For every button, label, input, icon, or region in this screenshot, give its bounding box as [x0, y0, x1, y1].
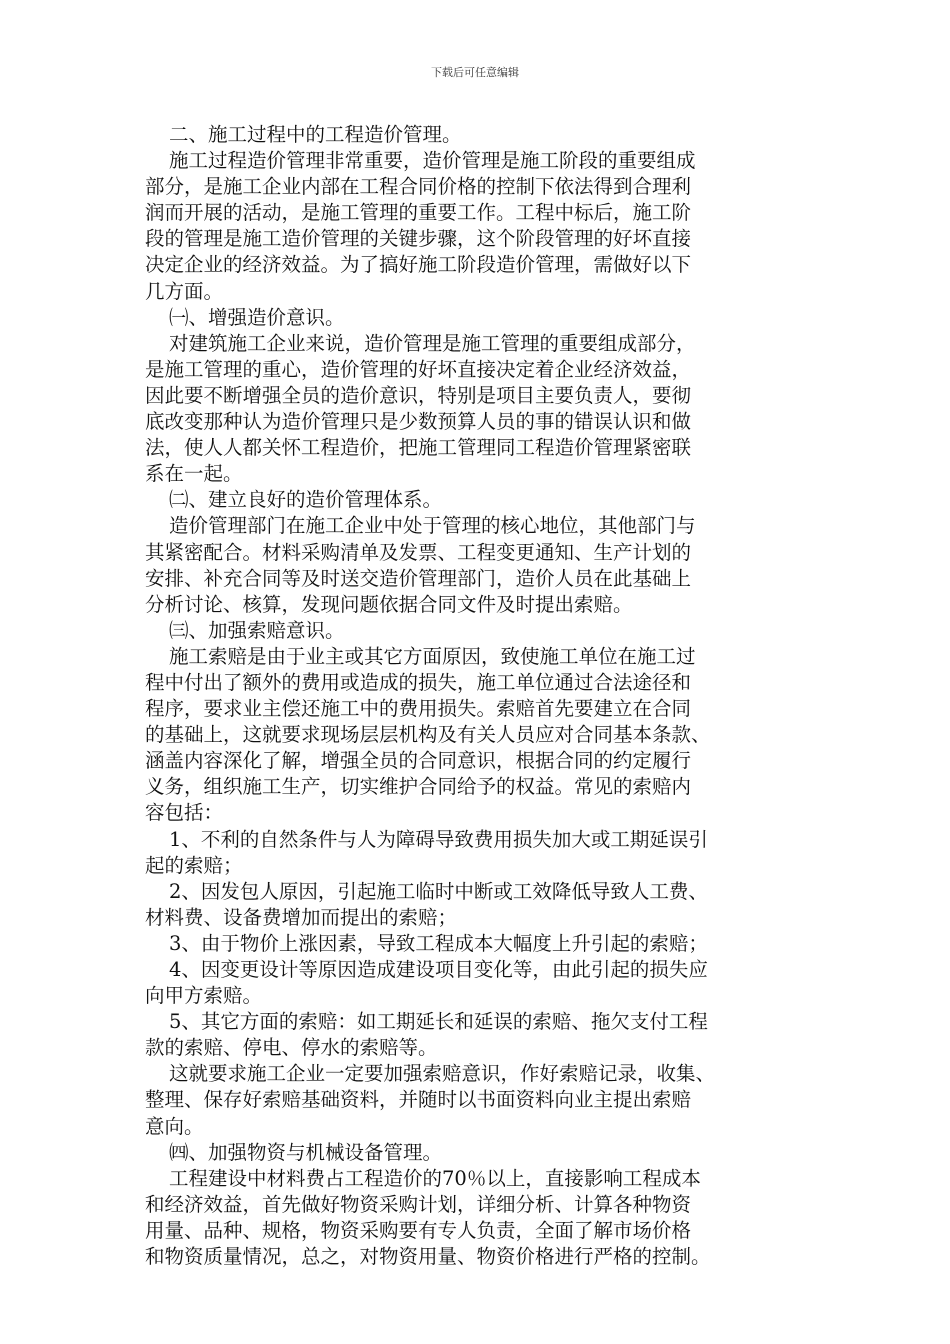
text-line: 这就要求施工企业一定要加强索赔意识，作好索赔记录，收集、 [169, 1062, 716, 1086]
text-line: 段的管理是施工造价管理的关键步骤，这个阶段管理的好坏直接 [145, 227, 692, 251]
text-line: 造价管理部门在施工企业中处于管理的核心地位，其他部门与 [169, 514, 696, 538]
section-heading: 二、施工过程中的工程造价管理。 [169, 123, 462, 146]
text-line: 4、因变更设计等原因造成建设项目变化等，由此引起的损失应 [169, 958, 708, 981]
document-body [145, 122, 785, 1270]
text-line: 涵盖内容深化了解，增强全员的合同意识，根据合同的约定履行 [145, 749, 692, 773]
text-line: 系在一起。 [145, 462, 243, 486]
text-line: 是施工管理的重心，造价管理的好坏直接决定着企业经济效益， [145, 357, 692, 381]
text-line: 施工索赔是由于业主或其它方面原因，致使施工单位在施工过 [169, 644, 696, 668]
text-line: 5、其它方面的索赔：如工期延长和延误的索赔、拖欠支付工程 [169, 1010, 708, 1034]
text-line: 分析讨论、核算，发现问题依据合同文件及时提出索赔。 [145, 592, 633, 616]
text-line: 起的索赔； [145, 853, 243, 877]
text-line: 向甲方索赔。 [145, 984, 263, 1008]
text-line: 程序，要求业主偿还施工中的费用损失。索赔首先要建立在合同 [145, 697, 692, 721]
text-line: 其紧密配合。材料采购清单及发票、工程变更通知、生产计划的 [145, 540, 692, 564]
text-line: 决定企业的经济效益。为了搞好施工阶段造价管理，需做好以下 [145, 253, 692, 277]
text-line: 程中付出了额外的费用或造成的损失，施工单位通过合法途径和 [145, 670, 692, 694]
text-line: 和经济效益，首先做好物资采购计划，详细分析、计算各种物资 [145, 1192, 692, 1216]
page-header: 下载后可任意编辑 [431, 66, 519, 79]
text-line: 的基础上，这就要求现场层层机构及有关人员应对合同基本条款、 [145, 723, 711, 747]
text-line: 因此要不断增强全员的造价意识，特别是项目主要负责人，要彻 [145, 383, 692, 407]
text-line: 施工过程造价管理非常重要，造价管理是施工阶段的重要组成 [169, 149, 696, 173]
text-line: 意向。 [145, 1114, 204, 1138]
text-line: 几方面。 [145, 279, 224, 303]
text-line: 部分，是施工企业内部在工程合同价格的控制下依法得到合理利 [145, 175, 692, 199]
section-heading: ㈠、增强造价意识。 [169, 305, 345, 329]
text-line: 对建筑施工企业来说，造价管理是施工管理的重要组成部分， [169, 331, 696, 355]
text-line: 款的索赔、停电、停水的索赔等。 [145, 1036, 438, 1060]
text-line: 润而开展的活动，是施工管理的重要工作。工程中标后，施工阶 [145, 201, 692, 225]
section-heading: ㈣、加强物资与机械设备管理。 [169, 1140, 443, 1164]
text-line: 工程建设中材料费占工程造价的70％以上，直接影响工程成本 [169, 1166, 701, 1190]
text-line: 和物资质量情况，总之，对物资用量、物资价格进行严格的控制。 [145, 1245, 711, 1269]
text-line: 义务，组织施工生产，切实维护合同给予的权益。常见的索赔内 [145, 775, 692, 799]
text-line: 法，使人人都关怀工程造价，把施工管理同工程造价管理紧密联 [145, 436, 692, 460]
text-line: 3、由于物价上涨因素，导致工程成本大幅度上升引起的索赔； [169, 931, 708, 955]
section-heading: ㈡、建立良好的造价管理体系。 [169, 488, 443, 512]
text-line: 底改变那种认为造价管理只是少数预算人员的事的错误认识和做 [145, 410, 692, 434]
text-line: 2、因发包人原因，引起施工临时中断或工效降低导致人工费、 [169, 879, 708, 903]
text-line: 材料费、设备费增加而提出的索赔； [145, 905, 458, 929]
text-line: 用量、品种、规格，物资采购要有专人负责，全面了解市场价格 [145, 1218, 692, 1242]
section-heading: ㈢、加强索赔意识。 [169, 618, 345, 642]
text-line: 容包括： [145, 801, 224, 825]
text-line: 整理、保存好索赔基础资料，并随时以书面资料向业主提出索赔 [145, 1088, 692, 1112]
text-line: 1、不利的自然条件与人为障碍导致费用损失加大或工期延误引 [169, 827, 708, 851]
text-line: 安排、补充合同等及时送交造价管理部门，造价人员在此基础上 [145, 566, 692, 590]
